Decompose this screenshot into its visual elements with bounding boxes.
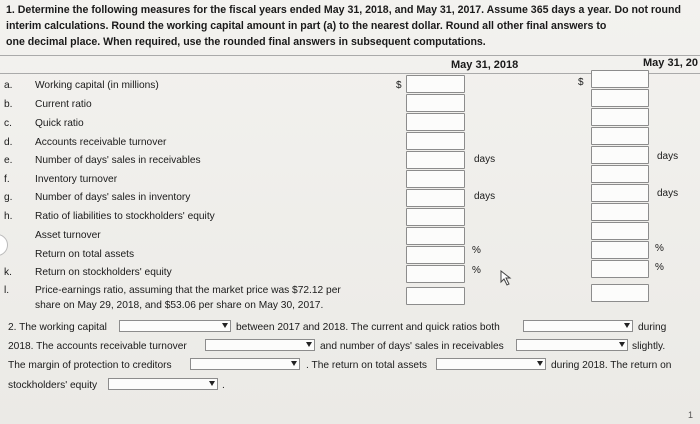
answer-2017-quick-ratio[interactable] [591,108,649,126]
unit-pct-2017-assets: % [655,243,664,254]
return-equity-dropdown[interactable] [108,378,218,390]
row-label-asset-turnover: Asset turnover [35,230,101,241]
column-header-2017: May 31, 20 [643,57,699,69]
chevron-left-icon [0,239,3,249]
row-letter-d: d. [4,137,13,148]
row-letter-c: c. [4,118,12,129]
answer-2017-current-ratio[interactable] [591,89,649,107]
row-label-days-inventory: Number of days' sales in inventory [35,192,191,203]
unit-pct-2018-assets: % [472,245,481,256]
answer-2018-liabilities-equity[interactable] [406,208,465,226]
chevron-down-icon [291,361,297,366]
part2-text-8: . The return on total assets [306,360,427,371]
answer-2017-return-total-assets[interactable] [591,241,649,259]
answer-2017-ar-turnover[interactable] [591,127,649,145]
row-label-days-receivables: Number of days' sales in receivables [35,155,201,166]
part2-text-1: 2. The working capital [8,322,107,333]
unit-days-2017-receivables: days [657,151,679,162]
row-letter-h: h. [4,211,13,222]
instructions-line-3: one decimal place. When required, use the rounded final answers in subsequent computations. [6,36,486,48]
part2-text-9: during 2018. The return on [551,360,672,371]
row-label-liabilities-equity: Ratio of liabilities to stockholders' equity [35,211,215,222]
part2-text-3: during [638,322,667,333]
row-letter-b: b. [4,99,13,110]
dollar-sign-2017: $ [578,77,584,88]
part2-text-4: 2018. The accounts receivable turnover [8,341,187,352]
part2-text-10: stockholders' equity [8,380,98,391]
answer-2017-working-capital[interactable] [591,70,649,88]
part2-text-2: between 2017 and 2018. The current and quick ratios both [236,322,500,333]
answer-2018-days-inventory[interactable] [406,189,465,207]
page-number: 1 [688,410,694,420]
row-label-pe-ratio: Price-earnings ratio, assuming that the market price was $72.12 per [35,285,341,296]
answer-2018-inventory-turnover[interactable] [406,170,465,188]
current-quick-ratios-dropdown[interactable] [523,320,633,332]
row-letter-e: e. [4,155,13,166]
chevron-down-icon [306,342,312,347]
answer-2018-return-total-assets[interactable] [406,246,465,264]
row-label-pe-ratio-cont: share on May 29, 2018, and $53.06 per share on May 30, 2017. [35,300,324,311]
part2-text-6: slightly. [632,341,666,352]
unit-days-2018-inventory: days [474,191,496,202]
row-letter-f: f. [4,174,10,185]
working-capital-change-dropdown[interactable] [119,320,231,332]
answer-2018-ar-turnover[interactable] [406,132,465,150]
ar-turnover-dropdown[interactable] [205,339,315,351]
header-divider [0,55,700,56]
answer-2018-asset-turnover[interactable] [406,227,465,245]
row-label-inventory-turnover: Inventory turnover [35,174,118,185]
unit-days-2017-inventory: days [657,188,679,199]
chevron-down-icon [209,381,215,386]
row-label-working-capital: Working capital (in millions) [35,80,159,91]
chevron-down-icon [537,361,543,366]
answer-2018-current-ratio[interactable] [406,94,465,112]
mouse-pointer-icon [500,270,514,286]
answer-2018-pe-ratio[interactable] [406,287,465,305]
days-receivables-dropdown[interactable] [516,339,628,351]
answer-2017-inventory-turnover[interactable] [591,165,649,183]
answer-2017-pe-ratio[interactable] [591,284,649,302]
answer-2017-days-inventory[interactable] [591,184,649,202]
unit-days-2018-receivables: days [474,154,496,165]
row-label-current-ratio: Current ratio [35,99,92,110]
instructions-line-1: 1. Determine the following measures for the fiscal years ended May 31, 2018, and May 31, 2017. Assume 365 days a year. Do not round [6,4,681,16]
row-label-return-total-assets: Return on total assets [35,249,135,260]
answer-2017-liabilities-equity[interactable] [591,203,649,221]
answer-2018-quick-ratio[interactable] [406,113,465,131]
row-label-ar-turnover: Accounts receivable turnover [35,137,167,148]
chevron-down-icon [619,342,625,347]
answer-2018-return-equity[interactable] [406,265,465,283]
margin-protection-dropdown[interactable] [190,358,300,370]
row-letter-g: g. [4,192,13,203]
row-letter-k: k. [4,267,12,278]
chevron-down-icon [222,323,228,328]
row-label-return-equity: Return on stockholders' equity [35,267,172,278]
row-letter-a: a. [4,80,13,91]
row-label-quick-ratio: Quick ratio [35,118,84,129]
instructions-line-2: interim calculations. Round the working capital amount in part (a) to the nearest dollar. Round all other final answers to [6,20,607,32]
part2-text-5: and number of days' sales in receivables [320,341,504,352]
column-header-2018: May 31, 2018 [451,59,519,71]
answer-2017-return-equity[interactable] [591,260,649,278]
unit-pct-2017-equity: % [655,262,664,273]
answer-2017-asset-turnover[interactable] [591,222,649,240]
part2-text-11: . [222,380,225,391]
unit-pct-2018-equity: % [472,265,481,276]
part2-text-7: The margin of protection to creditors [8,360,172,371]
chevron-down-icon [624,323,630,328]
answer-2018-days-receivables[interactable] [406,151,465,169]
answer-2018-working-capital[interactable] [406,75,465,93]
dollar-sign-2018: $ [396,80,402,91]
row-letter-l: l. [4,285,10,296]
return-total-assets-dropdown[interactable] [436,358,546,370]
answer-2017-days-receivables[interactable] [591,146,649,164]
